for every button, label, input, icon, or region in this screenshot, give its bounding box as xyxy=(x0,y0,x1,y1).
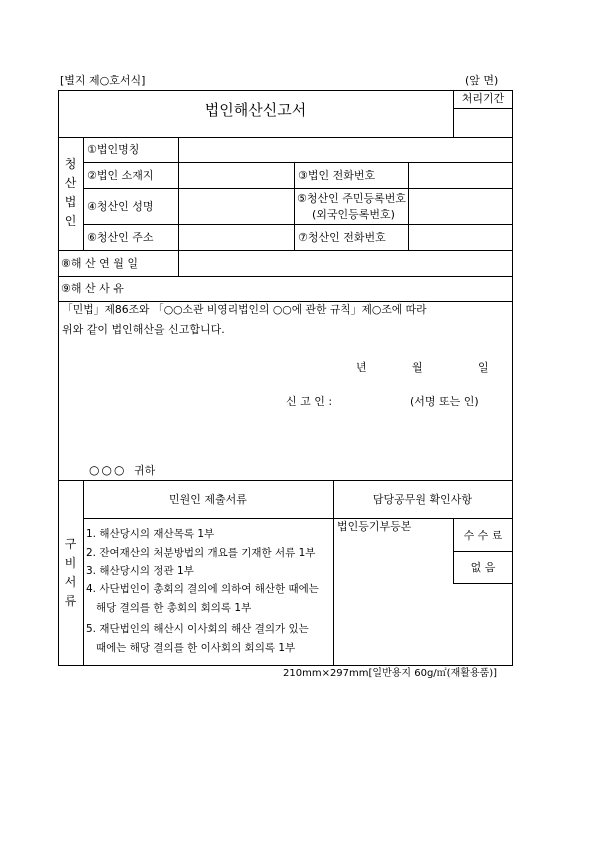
official-check-item: 법인등기부등본 xyxy=(337,520,412,533)
form-title: 법인해산신고서 xyxy=(204,101,307,119)
official-check-header: 담당공무원 확인사항 xyxy=(372,493,473,506)
liquidator-phone-input[interactable] xyxy=(410,226,511,249)
liquidator-address-input[interactable] xyxy=(180,226,293,249)
required-documents-side-label xyxy=(58,535,83,611)
liquidator-id-label: ⑤청산인 주민등록번호 xyxy=(297,192,406,205)
liquidator-address-label: ⑥청산인 주소 xyxy=(87,231,154,244)
liquidator-name-label: ④청산인 성명 xyxy=(87,200,154,213)
side-label-char: 산 xyxy=(64,176,77,190)
date-day-label: 일 xyxy=(478,361,489,374)
legal-basis-text: 「민법」제86조와 「○○소관 비영리법인의 ○○에 관한 규칙」제○조에 따라 xyxy=(62,303,427,316)
processing-period-label: 처리기간 xyxy=(461,92,505,105)
foreigner-id-label: (외국인등록번호) xyxy=(312,208,395,221)
document-item: 1. 해산당시의 재산목록 1부 xyxy=(86,528,215,540)
document-item: 해당 결의를 한 총회의 회의록 1부 xyxy=(86,602,252,614)
liquidator-id-input[interactable] xyxy=(410,190,511,223)
document-item: 때에는 해당 결의를 한 이사회의 회의록 1부 xyxy=(86,642,296,654)
corp-name-input[interactable] xyxy=(180,139,511,161)
liquidation-corp-side-label xyxy=(58,155,83,231)
side-label-char: 비 xyxy=(64,556,77,570)
corp-phone-input[interactable] xyxy=(410,164,511,187)
dissolution-date-input[interactable] xyxy=(180,252,511,275)
side-label-char: 청 xyxy=(64,157,77,171)
liquidator-name-input[interactable] xyxy=(180,190,293,223)
document-item: 3. 해산당시의 정관 1부 xyxy=(86,565,194,577)
document-item: 5. 재단법인의 해산시 이사회의 해산 결의가 있는 xyxy=(86,623,309,635)
date-year-label: 년 xyxy=(356,361,367,374)
signature-label: (서명 또는 인) xyxy=(410,395,479,408)
side-label-char: 서 xyxy=(64,575,77,589)
declarant-label: 신 고 인 : xyxy=(286,395,333,408)
date-month-label: 월 xyxy=(412,361,423,374)
declaration-text: 위와 같이 법인해산을 신고합니다. xyxy=(62,323,225,336)
side-label-char: 구 xyxy=(64,537,77,551)
applicant-documents-header: 민원인 제출서류 xyxy=(169,493,247,506)
recipient-honorific: 귀하 xyxy=(134,464,156,477)
dissolution-reason-input[interactable] xyxy=(180,278,511,300)
processing-period-value[interactable] xyxy=(454,110,511,136)
corp-phone-label: ③법인 전화번호 xyxy=(298,169,376,182)
recipient-placeholder: ○○○ xyxy=(89,463,127,477)
corp-name-label: ①법인명칭 xyxy=(87,143,140,156)
side-label-char: 인 xyxy=(64,214,77,228)
document-item: 4. 사단법인이 총회의 결의에 의하여 해산한 때에는 xyxy=(86,583,319,595)
liquidator-phone-label: ⑦청산인 전화번호 xyxy=(298,231,386,244)
document-item: 2. 잔여재산의 처분방법의 개요를 기재한 서류 1부 xyxy=(86,547,316,559)
dissolution-reason-label: ⑨해 산 사 유 xyxy=(61,282,124,295)
paper-spec: 210mm×297mm[일반용지 60g/㎡(재활용품)] xyxy=(283,668,498,679)
dissolution-date-label: ⑧해 산 연 월 일 xyxy=(61,257,138,270)
front-side-label: (앞 면) xyxy=(465,74,499,87)
side-label-char: 류 xyxy=(64,594,77,608)
fee-value: 없 음 xyxy=(470,561,496,574)
declarant-name-input[interactable] xyxy=(350,392,405,410)
side-label-char: 법 xyxy=(64,195,77,209)
corp-address-label: ②법인 소재지 xyxy=(87,169,154,182)
corp-address-input[interactable] xyxy=(180,164,293,187)
form-number-label: [별지 제○호서식] xyxy=(60,74,146,87)
fee-label: 수 수 료 xyxy=(463,529,503,542)
